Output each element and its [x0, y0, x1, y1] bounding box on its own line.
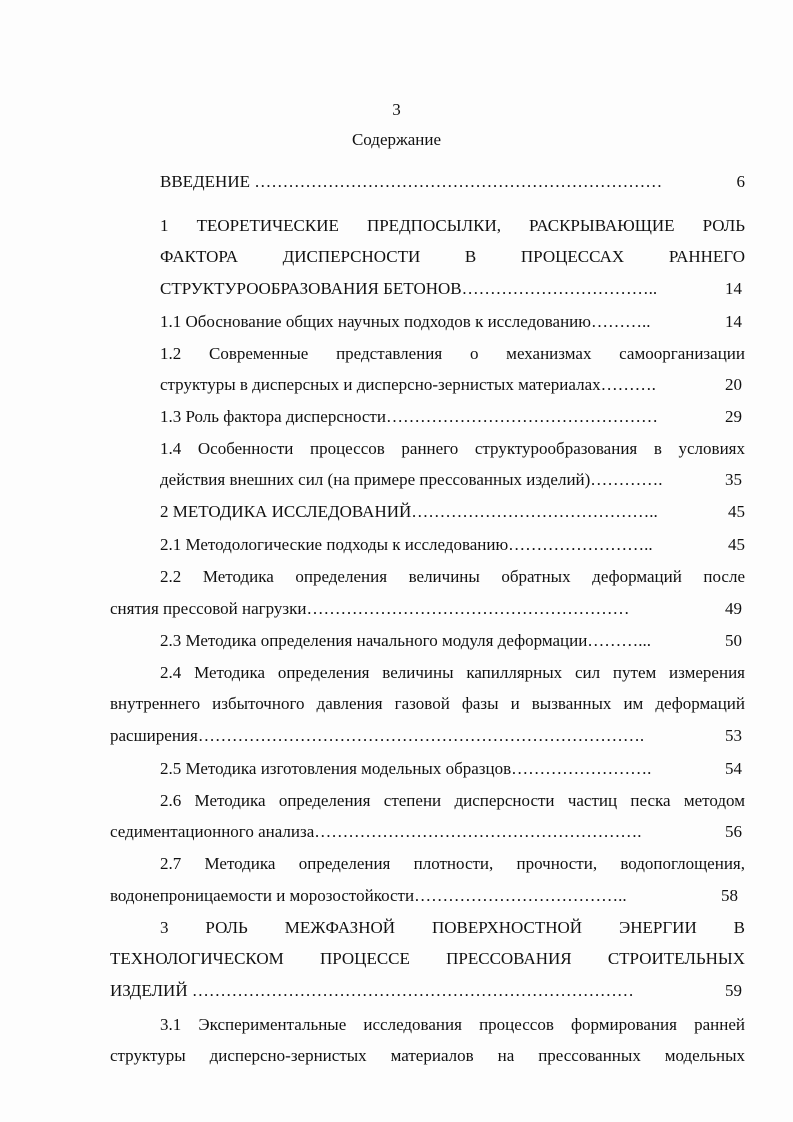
toc-entry-ch3-line3: ИЗДЕЛИЙ …………………………………………………………………… — [110, 981, 634, 1000]
toc-page-2-3: 50 — [725, 631, 742, 650]
toc-entry-1-4-line1: 1.4 Особенности процессов раннего структурообразования в условиях — [160, 439, 745, 458]
toc-page-2-1: 45 — [728, 535, 745, 554]
toc-entry-1-2-line1: 1.2 Современные представления о механизмах самоорганизации — [160, 344, 745, 363]
toc-entry-2-3: 2.3 Методика определения начального модуля деформации………... — [160, 631, 652, 650]
toc-entry-2-2-line2: снятия прессовой нагрузки………………………………………………… — [110, 599, 630, 618]
page-number: 3 — [392, 100, 401, 119]
toc-entry-ch2: 2 МЕТОДИКА ИССЛЕДОВАНИЙ…………………………………….. — [160, 502, 658, 521]
toc-page-2-6: 56 — [725, 822, 742, 841]
toc-entry-2-6-line2: седиментационного анализа…………………………………………………. — [110, 822, 642, 841]
toc-page-1-1: 14 — [725, 312, 742, 331]
toc-entry-2-1: 2.1 Методологические подходы к исследованию…………………….. — [160, 535, 653, 554]
toc-title: Содержание — [351, 130, 442, 149]
toc-entry-1-2-line2: структуры в дисперсных и дисперсно-зернистых материалах………. — [160, 375, 656, 394]
toc-entry-2-4-line3: расширения……………………………………………………………………. — [110, 726, 645, 745]
toc-page-1-4: 35 — [725, 470, 742, 489]
toc-entry-2-2-line1: 2.2 Методика определения величины обратных деформаций после — [160, 567, 745, 586]
toc-entry-ch3-line2: ТЕХНОЛОГИЧЕСКОМ ПРОЦЕССЕ ПРЕССОВАНИЯ СТРОИТЕЛЬНЫХ — [110, 949, 745, 968]
toc-entry-1-1: 1.1 Обоснование общих научных подходов к исследованию……….. — [160, 312, 651, 331]
toc-entry-2-6-line1: 2.6 Методика определения степени дисперсности частиц песка методом — [160, 791, 745, 810]
toc-entry-1-3: 1.3 Роль фактора дисперсности………………………………………… — [160, 407, 658, 426]
toc-page-1-3: 29 — [725, 407, 742, 426]
toc-page-2-7: 58 — [721, 886, 738, 905]
toc-entry-intro: ВВЕДЕНИЕ ……………………………………………………………… — [160, 172, 663, 191]
toc-entry-3-1-line2: структуры дисперсно-зернистых материалов на прессованных модельных — [110, 1046, 745, 1065]
toc-entry-2-7-line2: водонепроницаемости и морозостойкости……………………………….. — [110, 886, 627, 905]
toc-entry-ch1-line2: ФАКТОРА ДИСПЕРСНОСТИ В ПРОЦЕССАХ РАННЕГО — [160, 247, 745, 266]
toc-page-intro: 6 — [736, 172, 745, 191]
toc-page-ch1: 14 — [725, 279, 742, 298]
toc-page-2-2: 49 — [725, 599, 742, 618]
toc-page-1-2: 20 — [725, 375, 742, 394]
toc-entry-2-4-line2: внутреннего избыточного давления газовой фазы и вызванных им деформаций — [110, 694, 745, 713]
toc-page-ch2: 45 — [728, 502, 745, 521]
toc-entry-ch1-line1: 1 ТЕОРЕТИЧЕСКИЕ ПРЕДПОСЫЛКИ, РАСКРЫВАЮЩИЕ РОЛЬ — [160, 216, 745, 235]
toc-page-2-4: 53 — [725, 726, 742, 745]
toc-entry-1-4-line2: действия внешних сил (на примере прессованных изделий)…………. — [160, 470, 663, 489]
toc-page-2-5: 54 — [725, 759, 742, 778]
toc-entry-2-5: 2.5 Методика изготовления модельных образцов……………………. — [160, 759, 652, 778]
toc-entry-2-7-line1: 2.7 Методика определения плотности, прочности, водопоглощения, — [160, 854, 745, 873]
toc-entry-ch1-line3: СТРУКТУРООБРАЗОВАНИЯ БЕТОНОВ…………………………….. — [160, 279, 658, 298]
toc-entry-2-4-line1: 2.4 Методика определения величины капиллярных сил путем измерения — [160, 663, 745, 682]
toc-entry-ch3-line1: 3 РОЛЬ МЕЖФАЗНОЙ ПОВЕРХНОСТНОЙ ЭНЕРГИИ В — [160, 918, 745, 937]
toc-entry-3-1-line1: 3.1 Экспериментальные исследования процессов формирования ранней — [160, 1015, 745, 1034]
toc-page-ch3: 59 — [725, 981, 742, 1000]
